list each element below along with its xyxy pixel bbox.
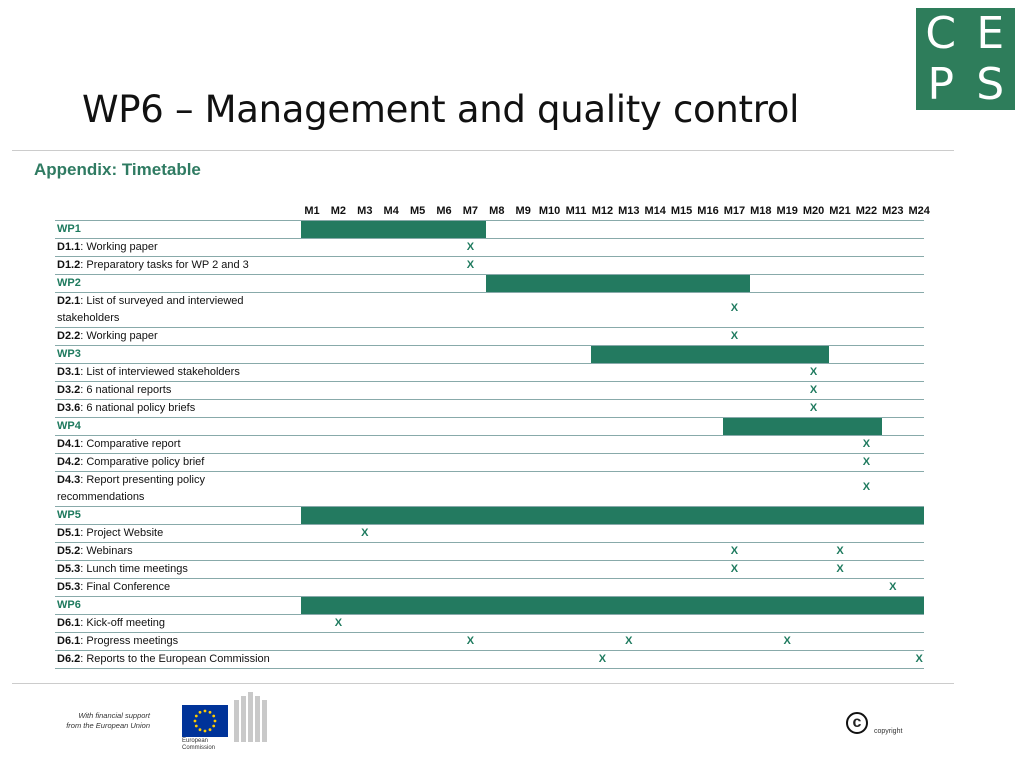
deliverable-mark: X xyxy=(809,366,818,378)
deliverable-code: D4.2 xyxy=(57,456,81,468)
month-header-3: M3 xyxy=(357,205,373,217)
gantt-bar xyxy=(301,221,486,238)
work-package-label: WP2 xyxy=(57,277,81,289)
month-header-23: M23 xyxy=(882,205,904,217)
deliverable-row xyxy=(55,633,924,651)
copyright-text: copyright xyxy=(874,728,903,735)
gantt-bar xyxy=(486,275,750,292)
month-header-5: M5 xyxy=(409,205,426,217)
month-header-21: M21 xyxy=(829,205,851,217)
deliverable-label xyxy=(57,525,163,542)
deliverable-text: : Progress meetings xyxy=(80,635,179,647)
deliverable-code: D5.3 xyxy=(57,581,81,593)
month-header-20: M20 xyxy=(802,205,825,217)
deliverable-label xyxy=(57,257,249,274)
deliverable-code: D2.2 xyxy=(57,330,81,342)
work-package-row xyxy=(55,221,924,239)
deliverable-text: : Project Website xyxy=(80,527,164,539)
deliverable-mark: X xyxy=(809,384,818,396)
slide-title: WP6 – Management and quality control xyxy=(82,88,800,131)
deliverable-code: D6.1 xyxy=(57,617,81,629)
month-header-18: M18 xyxy=(750,205,772,217)
deliverable-row xyxy=(55,651,924,669)
deliverable-text: : 6 national reports xyxy=(80,384,172,396)
deliverable-label xyxy=(57,543,133,560)
deliverable-mark: X xyxy=(598,653,607,665)
deliverable-row xyxy=(55,257,924,275)
deliverable-text: : Comparative policy brief xyxy=(80,456,205,468)
logo-letter-e: E xyxy=(976,7,1005,59)
deliverable-mark: X xyxy=(783,635,791,647)
deliverable-label xyxy=(57,454,204,471)
deliverable-label xyxy=(57,400,195,417)
month-header-12: M12 xyxy=(591,205,614,217)
month-header-10: M10 xyxy=(538,205,561,217)
deliverable-row xyxy=(55,561,924,579)
deliverable-code: D3.2 xyxy=(57,384,81,396)
month-header-11: M11 xyxy=(565,205,587,217)
deliverable-code: D6.1 xyxy=(57,635,81,647)
deliverable-text: : Webinars xyxy=(80,545,133,557)
deliverable-mark: X xyxy=(889,581,897,593)
deliverable-mark: X xyxy=(466,241,475,253)
deliverable-label xyxy=(57,364,240,381)
deliverable-label xyxy=(57,633,178,650)
month-header-4: M4 xyxy=(383,205,399,217)
deliverable-mark: X xyxy=(334,617,343,629)
deliverable-label xyxy=(57,239,158,256)
deliverable-label xyxy=(57,651,270,668)
month-header-2: M2 xyxy=(330,205,347,217)
work-package-row xyxy=(55,597,924,615)
work-package-label: WP3 xyxy=(57,348,81,360)
deliverable-mark: X xyxy=(361,527,369,539)
deliverable-code: D4.3 xyxy=(57,474,81,486)
deliverable-text: : 6 national policy briefs xyxy=(80,402,196,414)
deliverable-text: : Report presenting policy xyxy=(80,474,205,486)
ceps-logo xyxy=(916,8,1015,110)
logo-letter-s: S xyxy=(976,58,1005,110)
deliverable-row xyxy=(55,382,924,400)
deliverable-mark: X xyxy=(730,302,739,314)
deliverable-label xyxy=(57,328,158,345)
deliverable-label xyxy=(57,579,170,596)
deliverable-mark: X xyxy=(466,635,475,647)
work-package-row xyxy=(55,275,924,293)
deliverable-mark: X xyxy=(862,438,871,450)
eu-flag-icon xyxy=(182,705,228,737)
work-package-row xyxy=(55,346,924,364)
work-package-label: WP5 xyxy=(57,509,81,521)
deliverable-text: : Final Conference xyxy=(80,581,171,593)
deliverable-text: : Kick-off meeting xyxy=(80,617,166,629)
deliverable-text: : Reports to the European Commission xyxy=(80,653,270,665)
month-header-17: M17 xyxy=(723,205,746,217)
month-header-1: M1 xyxy=(304,205,320,217)
deliverable-code: D3.6 xyxy=(57,402,81,414)
month-header-6: M6 xyxy=(436,205,452,217)
deliverable-row xyxy=(55,472,924,507)
deliverable-text: : Working paper xyxy=(80,330,158,342)
month-header-14: M14 xyxy=(644,205,666,217)
deliverable-label xyxy=(57,382,171,399)
deliverable-mark: X xyxy=(466,259,475,271)
deliverable-label xyxy=(57,615,165,632)
deliverable-mark: X xyxy=(730,563,739,575)
appendix-title: Appendix: Timetable xyxy=(34,160,201,179)
deliverable-code: D4.1 xyxy=(57,438,81,450)
deliverable-row xyxy=(55,328,924,346)
deliverable-label xyxy=(57,293,244,327)
copyright-icon: c xyxy=(846,712,868,734)
deliverable-code: D2.1 xyxy=(57,295,81,307)
work-package-label: WP1 xyxy=(57,223,81,235)
deliverable-mark: X xyxy=(836,563,844,575)
deliverable-row xyxy=(55,579,924,597)
deliverable-mark: X xyxy=(809,402,818,414)
deliverable-text: : Lunch time meetings xyxy=(80,563,188,575)
eu-caption xyxy=(182,738,215,752)
month-header-15: M15 xyxy=(670,205,693,217)
deliverable-text: : Comparative report xyxy=(80,438,181,450)
deliverable-code: D6.2 xyxy=(57,653,81,665)
month-header-9: M9 xyxy=(515,205,531,217)
deliverable-code: D1.1 xyxy=(57,241,81,253)
eu-caption-line-1: European xyxy=(182,738,209,744)
support-line-2: from the European Union xyxy=(66,721,150,730)
bottom-divider xyxy=(12,683,954,684)
deliverable-mark: X xyxy=(862,481,871,493)
commission-building-icon xyxy=(232,692,268,744)
deliverable-row xyxy=(55,543,924,561)
deliverable-mark: X xyxy=(836,545,844,557)
deliverable-text: : List of surveyed and interviewed xyxy=(80,295,244,307)
month-header-22: M22 xyxy=(855,205,878,217)
logo-letter-p: P xyxy=(927,58,955,110)
deliverable-label xyxy=(57,436,181,453)
deliverable-row xyxy=(55,364,924,382)
logo-letter-c: C xyxy=(925,7,957,59)
deliverable-text: : List of interviewed stakeholders xyxy=(80,366,240,378)
deliverable-row xyxy=(55,454,924,472)
gantt-bar xyxy=(301,507,924,524)
deliverable-code: D5.3 xyxy=(57,563,81,575)
gantt-bar xyxy=(591,346,829,363)
deliverable-text: : Preparatory tasks for WP 2 and 3 xyxy=(80,259,249,271)
gantt-bar xyxy=(723,418,881,435)
month-header-7: M7 xyxy=(462,205,479,217)
deliverable-label xyxy=(57,472,205,506)
deliverable-row xyxy=(55,615,924,633)
deliverable-row xyxy=(55,239,924,257)
month-header-8: M8 xyxy=(489,205,505,217)
deliverable-mark: X xyxy=(625,635,633,647)
deliverable-row xyxy=(55,436,924,454)
financial-support-text xyxy=(60,711,150,731)
deliverable-code: D5.1 xyxy=(57,527,81,539)
deliverable-row xyxy=(55,400,924,418)
deliverable-row xyxy=(55,525,924,543)
month-header-13: M13 xyxy=(618,205,640,217)
deliverable-text-line-2: recommendations xyxy=(57,491,145,503)
work-package-row xyxy=(55,507,924,525)
support-line-1: With financial support xyxy=(78,711,150,720)
work-package-label: WP4 xyxy=(57,420,81,432)
work-package-label: WP6 xyxy=(57,599,81,611)
deliverable-text: : Working paper xyxy=(80,241,158,253)
deliverable-code: D3.1 xyxy=(57,366,81,378)
deliverable-code: D1.2 xyxy=(57,259,81,271)
deliverable-mark: X xyxy=(730,545,739,557)
month-header-16: M16 xyxy=(697,205,719,217)
top-divider xyxy=(12,150,954,151)
deliverable-code: D5.2 xyxy=(57,545,81,557)
deliverable-mark: X xyxy=(862,456,871,468)
deliverable-mark: X xyxy=(730,330,739,342)
eu-caption-line-2: Commission xyxy=(182,745,216,751)
deliverable-label xyxy=(57,561,188,578)
deliverable-row xyxy=(55,293,924,328)
work-package-row xyxy=(55,418,924,436)
deliverable-text-line-2: stakeholders xyxy=(57,312,120,324)
gantt-bar xyxy=(301,597,924,614)
month-header-19: M19 xyxy=(776,205,798,217)
month-header-24: M24 xyxy=(908,205,930,217)
deliverable-mark: X xyxy=(915,653,923,665)
